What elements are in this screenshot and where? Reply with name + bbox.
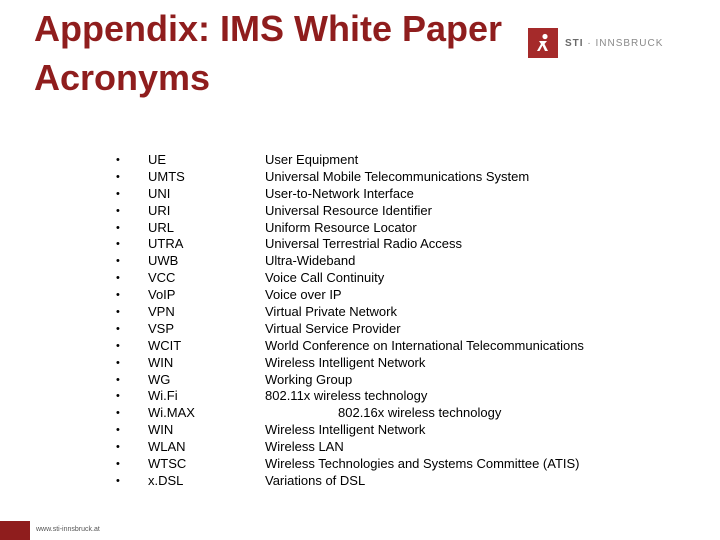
logo-brand: STI xyxy=(565,37,584,49)
acronym-definition: Virtual Private Network xyxy=(265,304,397,320)
list-item xyxy=(116,220,696,237)
acronym-definition: Voice Call Continuity xyxy=(265,270,385,286)
acronym-abbreviation: UTRA xyxy=(148,236,184,252)
acronym-abbreviation: VPN xyxy=(148,304,175,320)
acronym-abbreviation: WTSC xyxy=(148,456,187,472)
bullet-icon: • xyxy=(116,424,120,437)
list-item xyxy=(116,321,696,338)
list-item xyxy=(116,338,696,355)
acronym-definition: Wireless Technologies and Systems Committee (ATIS) xyxy=(265,456,580,472)
acronym-abbreviation: URL xyxy=(148,219,175,235)
list-item xyxy=(116,355,696,372)
bullet-icon: • xyxy=(116,170,120,183)
acronym-abbreviation: WIN xyxy=(148,422,174,438)
bullet-icon: • xyxy=(116,255,120,268)
acronym-abbreviation: WG xyxy=(148,371,171,387)
acronym-abbreviation: VCC xyxy=(148,270,176,286)
bullet-icon: • xyxy=(116,289,120,302)
acronym-definition: Uniform Resource Locator xyxy=(265,219,417,235)
acronym-abbreviation: WIN xyxy=(148,354,174,370)
bullet-icon: • xyxy=(116,187,120,200)
logo-name: INNSBRUCK xyxy=(595,37,664,49)
page-title: Appendix: IMS White Paper Acronyms xyxy=(34,8,503,98)
bullet-icon: • xyxy=(116,356,120,369)
list-item xyxy=(116,372,696,389)
acronym-list xyxy=(116,152,696,490)
list-item xyxy=(116,388,696,405)
acronym-abbreviation: UNI xyxy=(148,185,171,201)
bullet-icon: • xyxy=(116,458,120,471)
list-item xyxy=(116,287,696,304)
acronym-abbreviation: WLAN xyxy=(148,439,186,455)
acronym-definition: Wireless Intelligent Network xyxy=(265,422,426,438)
acronym-definition: Wireless LAN xyxy=(265,439,344,455)
bullet-icon: • xyxy=(116,221,120,234)
footer-url: www.sti-innsbruck.at xyxy=(36,526,100,533)
list-item xyxy=(116,270,696,287)
list-item xyxy=(116,169,696,186)
acronym-definition: Universal Terrestrial Radio Access xyxy=(265,236,462,252)
list-item xyxy=(116,236,696,253)
sti-logo-icon xyxy=(528,28,558,58)
bullet-icon: • xyxy=(116,238,120,251)
acronym-definition: Wireless Intelligent Network xyxy=(265,354,426,370)
list-item xyxy=(116,253,696,270)
acronym-abbreviation: UMTS xyxy=(148,168,185,184)
list-item xyxy=(116,456,696,473)
bullet-icon: • xyxy=(116,204,120,217)
logo-separator: · xyxy=(587,37,592,49)
acronym-abbreviation: VoIP xyxy=(148,287,176,303)
acronym-abbreviation: VSP xyxy=(148,320,175,336)
footer-accent-bar xyxy=(0,521,30,540)
bullet-icon: • xyxy=(116,154,120,166)
acronym-definition: User-to-Network Interface xyxy=(265,185,414,201)
bullet-icon: • xyxy=(116,272,120,285)
acronym-abbreviation: x.DSL xyxy=(148,472,184,488)
list-item xyxy=(116,203,696,220)
acronym-definition: Voice over IP xyxy=(265,287,342,303)
acronym-definition: Virtual Service Provider xyxy=(265,320,401,336)
acronym-definition: Working Group xyxy=(265,371,353,387)
bullet-icon: • xyxy=(116,441,120,454)
list-item xyxy=(116,439,696,456)
acronym-definition: User Equipment xyxy=(265,152,359,167)
logo-wordmark xyxy=(565,38,663,49)
bullet-icon: • xyxy=(116,339,120,352)
bullet-icon: • xyxy=(116,407,120,420)
acronym-definition: 802.11x wireless technology xyxy=(265,388,428,404)
acronym-abbreviation: URI xyxy=(148,202,171,218)
bullet-icon: • xyxy=(116,373,120,386)
list-item xyxy=(116,152,696,169)
list-item xyxy=(116,186,696,203)
bullet-icon: • xyxy=(116,474,120,487)
list-item xyxy=(116,473,696,490)
sti-innsbruck-logo xyxy=(528,28,663,58)
list-item xyxy=(116,422,696,439)
list-item xyxy=(116,304,696,321)
bullet-icon: • xyxy=(116,306,120,319)
acronym-abbreviation: UWB xyxy=(148,253,179,269)
acronym-abbreviation: Wi.MAX xyxy=(148,405,195,421)
acronym-definition: Ultra-Wideband xyxy=(265,253,356,269)
bullet-icon: • xyxy=(116,390,120,403)
acronym-abbreviation: WCIT xyxy=(148,337,182,353)
bullet-icon: • xyxy=(116,322,120,335)
acronym-definition: Universal Resource Identifier xyxy=(265,202,432,218)
acronym-definition: Variations of DSL xyxy=(265,472,366,488)
acronym-definition: Universal Mobile Telecommunications System xyxy=(265,168,530,184)
acronym-abbreviation: Wi.Fi xyxy=(148,388,178,404)
acronym-abbreviation: UE xyxy=(148,152,167,167)
acronym-definition: World Conference on International Telecommunications xyxy=(265,337,584,353)
acronym-definition: 802.16x wireless technology xyxy=(338,405,502,421)
list-item xyxy=(116,405,696,422)
